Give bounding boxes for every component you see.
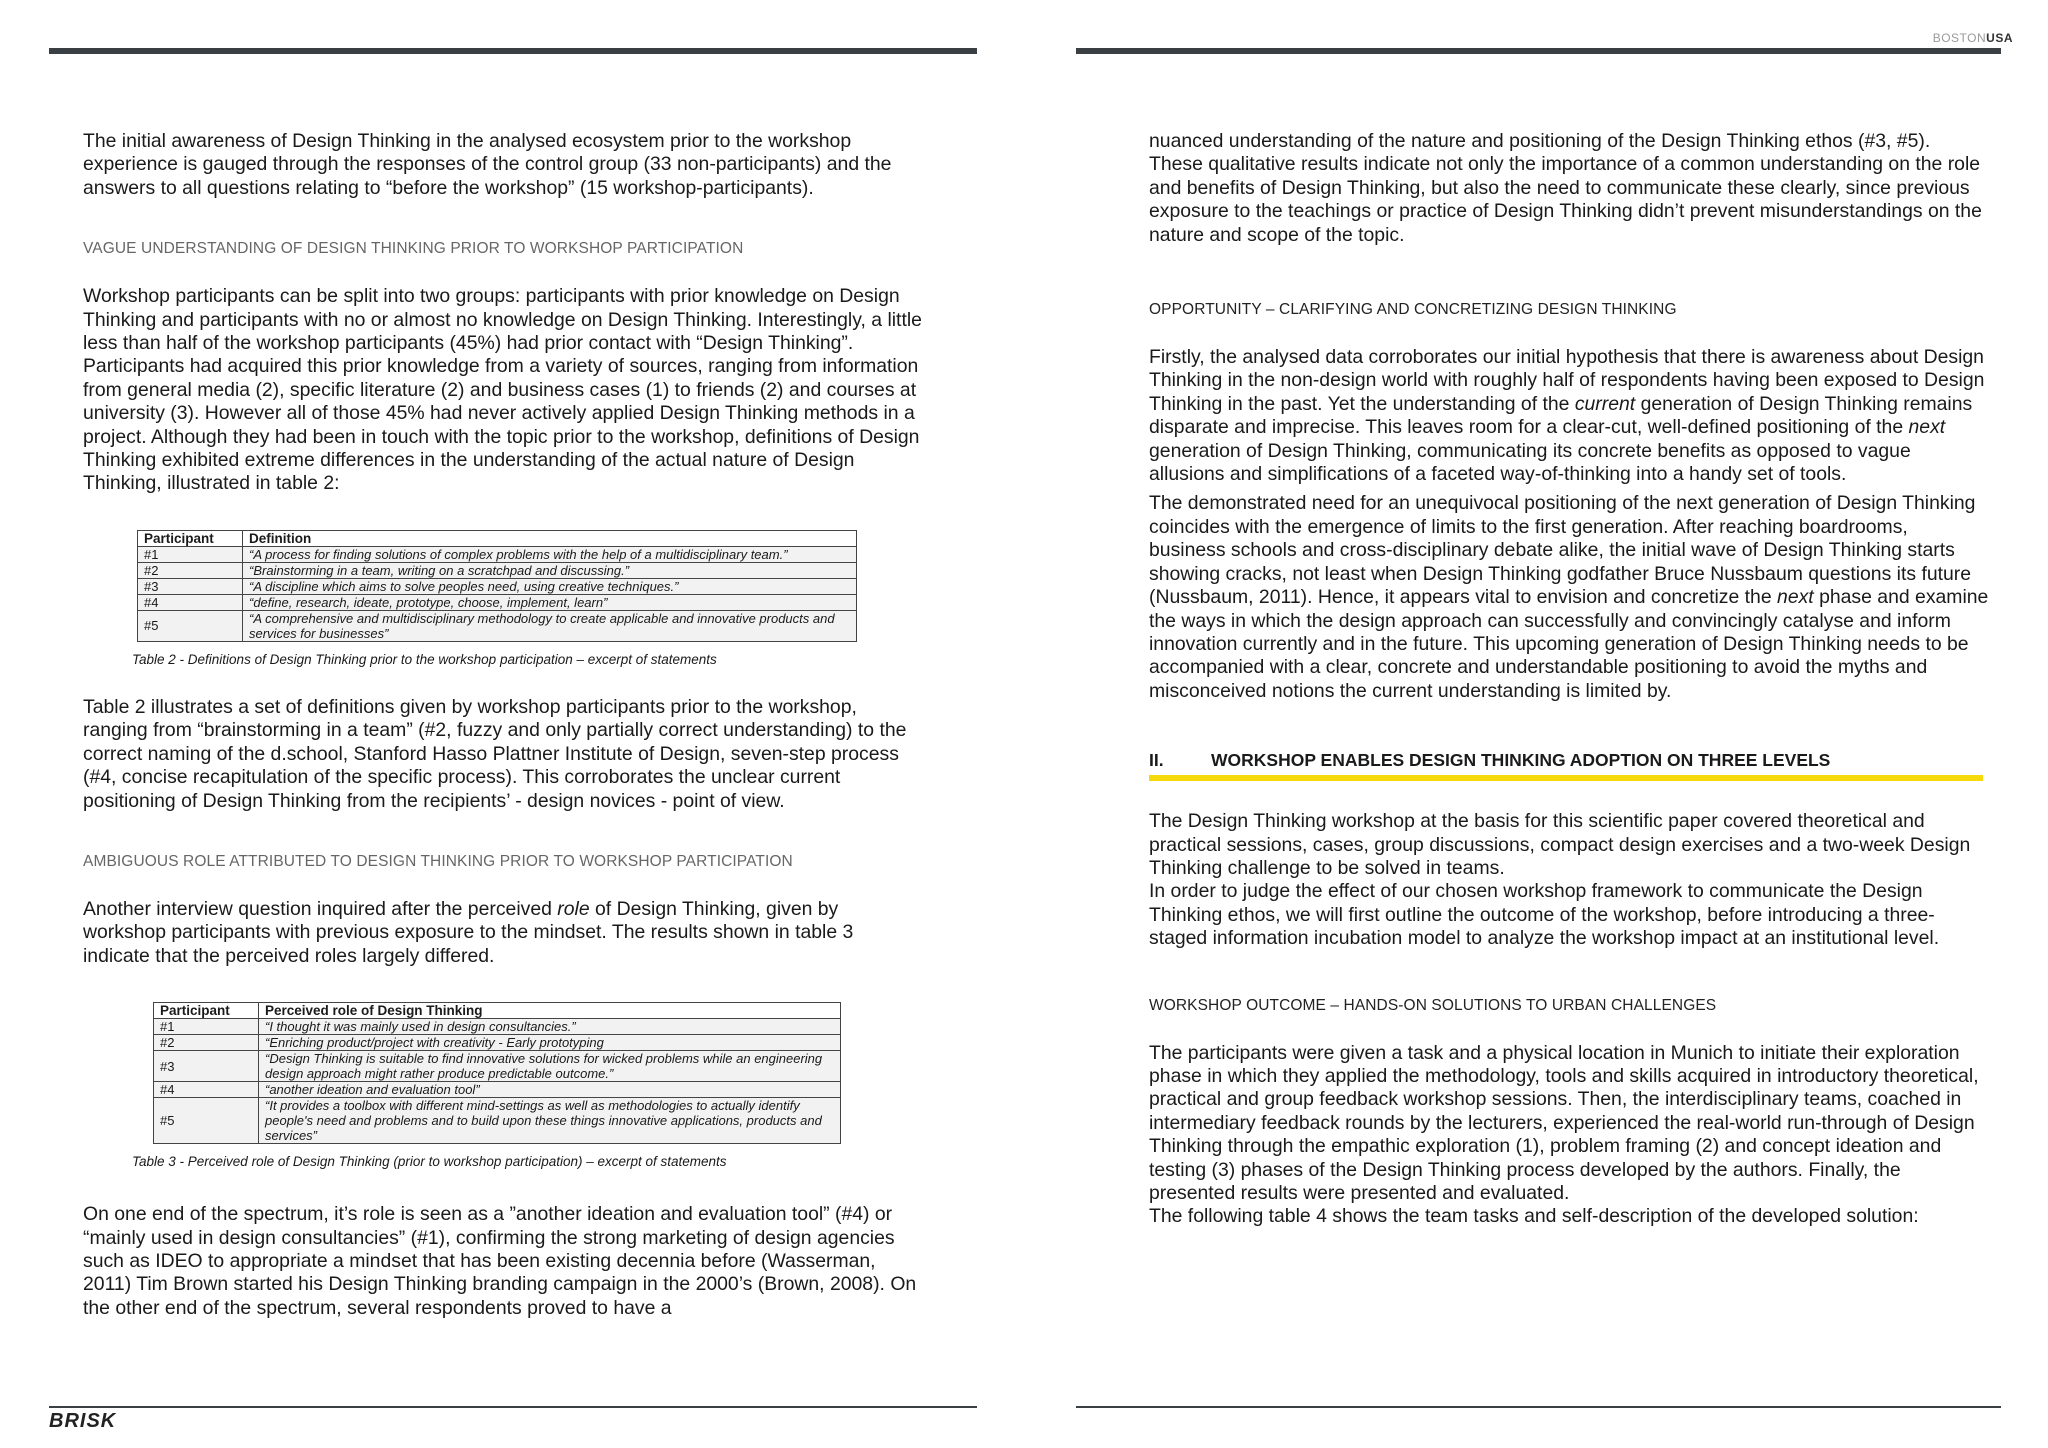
- table-cell: “A discipline which aims to solve peoples need, using creative techniques.”: [243, 578, 857, 594]
- right-paragraph-7: The following table 4 shows the team tasks and self-description of the developed solution:: [1149, 1205, 1919, 1228]
- right-top-rule: [1076, 48, 2001, 54]
- left-column: [83, 130, 923, 1320]
- table-cell: #5: [138, 610, 243, 641]
- table-cell: #2: [138, 562, 243, 578]
- table-row: [138, 562, 857, 578]
- table-row: [138, 594, 857, 610]
- table-cell: “define, research, ideate, prototype, choose, implement, learn”: [243, 594, 857, 610]
- table-2-definitions: [137, 530, 857, 642]
- left-paragraph-4: Another interview question inquired after the perceived role of Design Thinking, given by workshop participants with previous exposure to the mindset. The results shown in table 3 indicate that the perceived roles largely differed.: [83, 897, 854, 967]
- brand-boston-usa: BOSTONUSA: [1932, 31, 2013, 45]
- table-row: [154, 1035, 841, 1051]
- right-paragraph-5: In order to judge the effect of our chosen workshop framework to communicate the Design Thinking ethos, we will first outline the outcome of the workshop, before introducing a three-staged information incubation model to analyze the workshop impact at an institutional level.: [1149, 880, 1940, 950]
- table-row: [154, 1003, 841, 1019]
- table-row: [138, 530, 857, 546]
- left-top-rule: [49, 48, 977, 54]
- table-cell: #4: [154, 1082, 259, 1098]
- table-3-caption: Table 3 - Perceived role of Design Thinking (prior to workshop participation) – excerpt of statements: [132, 1154, 727, 1170]
- right-column: [1149, 130, 1989, 1229]
- table-cell: #4: [138, 594, 243, 610]
- right-paragraph-6: The participants were given a task and a physical location in Munich to initiate their exploration phase in which they applied the methodology, tools and skills acquired in introductory theoretical, practical and group feedback workshop sessions. Then, the interdisciplinary teams, coached in intermediary feedback rounds by the lecturers, experienced the real-world run-through of Design Thinking through the empathic exploration (1), problem framing (2) and concept ideation and testing (3) phases of the Design Thinking process developed by the authors. Finally, the presented results were presented and evaluated.: [1149, 1041, 1979, 1204]
- section-title: II. WORKSHOP ENABLES DESIGN THINKING ADOPTION ON THREE LEVELS: [1149, 750, 1831, 771]
- section-yellow-rule: [1149, 775, 1983, 781]
- table-row: [154, 1082, 841, 1098]
- table-row: [154, 1019, 841, 1035]
- left-paragraph-5: On one end of the spectrum, it’s role is seen as a ”another ideation and evaluation tool” (#4) or “mainly used in design consultancies” (#1), confirming the strong marketing of design agencies such as IDEO to appropriate a mindset that has been existing decennia before (Wasserman, 2011) Tim Brown started his Design Thinking branding campaign in the 2000’s (Brown, 2008). On the other end of the spectrum, several respondents proved to have a: [83, 1203, 917, 1319]
- right-subhead-opportunity: OPPORTUNITY – CLARIFYING AND CONCRETIZING DESIGN THINKING: [1149, 301, 1677, 319]
- section-number: II.: [1149, 750, 1164, 771]
- table-cell: “A comprehensive and multidisciplinary methodology to create applicable and innovative products and services for businesses”: [243, 610, 857, 641]
- table-cell: #1: [138, 546, 243, 562]
- table-row: [154, 1098, 841, 1144]
- left-subhead-ambiguous: AMBIGUOUS ROLE ATTRIBUTED TO DESIGN THINKING PRIOR TO WORKSHOP PARTICIPATION: [83, 852, 793, 870]
- brand-brisk-logo: BRISK: [49, 1410, 117, 1432]
- right-paragraph-2: Firstly, the analysed data corroborates our initial hypothesis that there is awareness about Design Thinking in the non-design world with roughly half of respondents having been exposed to Design Thinking in the past. Yet the understanding of the current generation of Design Thinking remains disparate and imprecise. This leaves room for a clear-cut, well-defined positioning of the next generation of Design Thinking, communicating its concrete benefits as opposed to vague allusions and simplifications of a faceted way-of-thinking into a handy set of tools.: [1149, 346, 1985, 486]
- right-paragraph-4: The Design Thinking workshop at the basis for this scientific paper covered theoretical and practical sessions, cases, group discussions, compact design exercises and a two-week Design Thinking challenge to be solved in teams.: [1149, 810, 1971, 879]
- right-paragraph-1: nuanced understanding of the nature and positioning of the Design Thinking ethos (#3, #5). These qualitative results indicate not only the importance of a common understanding on the role and benefits of Design Thinking, but also the need to communicate these clearly, since previous exposure to the teachings or practice of Design Thinking didn’t prevent misunderstandings on the nature and scope of the topic.: [1149, 130, 1982, 246]
- left-paragraph-1: The initial awareness of Design Thinking in the analysed ecosystem prior to the workshop experience is gauged through the responses of the control group (33 non-participants) and the answers to all questions relating to “before the workshop” (15 workshop-participants).: [83, 130, 892, 199]
- table-cell: #1: [154, 1019, 259, 1035]
- table-cell: #5: [154, 1098, 259, 1144]
- table-cell: “Design Thinking is suitable to find innovative solutions for wicked problems while an engineering design approach might rather produce predictable outcome.”: [259, 1051, 841, 1082]
- table-cell: “Brainstorming in a team, writing on a scratchpad and discussing.”: [243, 562, 857, 578]
- table-cell: “Enriching product/project with creativity - Early prototyping: [259, 1035, 841, 1051]
- table-header-definition: Definition: [243, 530, 857, 546]
- table-row: [154, 1051, 841, 1082]
- table-2-caption: Table 2 - Definitions of Design Thinking prior to the workshop participation – excerpt of statements: [132, 651, 717, 667]
- table-cell: “another ideation and evaluation tool”: [259, 1082, 841, 1098]
- left-paragraph-2: Workshop participants can be split into two groups: participants with prior knowledge on Design Thinking and participants with no or almost no knowledge on Design Thinking. Interestingly, a little less than half of the workshop participants (45%) had prior contact with “Design Thinking”. Participants had acquired this prior knowledge from a variety of sources, ranging from information from general media (2), specific literature (2) and business cases (1) to friends (2) and courses at university (3). However all of those 45% had never actively applied Design Thinking methods in a project. Although they had been in touch with the topic prior to the workshop, definitions of Design Thinking exhibited extreme differences in the understanding of the actual nature of Design Thinking, illustrated in table 2:: [83, 285, 922, 495]
- table-cell: “A process for finding solutions of complex problems with the help of a multidisciplinary team.”: [243, 546, 857, 562]
- right-bottom-rule: [1076, 1406, 2001, 1408]
- section-heading-ii: [1149, 750, 1989, 781]
- table-header-perceived-role: Perceived role of Design Thinking: [259, 1003, 841, 1019]
- table-header-participant: Participant: [154, 1003, 259, 1019]
- left-paragraph-3: Table 2 illustrates a set of definitions given by workshop participants prior to the workshop, ranging from “brainstorming in a team” (#2, fuzzy and only partially correct understanding) to the correct naming of the d.school, Stanford Hasso Plattner Institute of Design, seven-step process (#4, concise recapitulation of the specific process). This corroborates the unclear current positioning of Design Thinking from the recipients’ - design novices - point of view.: [83, 695, 907, 812]
- table-row: [138, 546, 857, 562]
- table-cell: “I thought it was mainly used in design consultancies.”: [259, 1019, 841, 1035]
- left-subhead-vague: VAGUE UNDERSTANDING OF DESIGN THINKING PRIOR TO WORKSHOP PARTICIPATION: [83, 240, 744, 258]
- table-cell: #3: [154, 1051, 259, 1082]
- table-cell: #3: [138, 578, 243, 594]
- table-3-perceived-role: [153, 1002, 841, 1144]
- right-paragraph-3: The demonstrated need for an unequivocal positioning of the next generation of Design Thinking coincides with the emergence of limits to the first generation. After reaching boardrooms, business schools and cross-disciplinary debate alike, the initial wave of Design Thinking starts showing cracks, not least when Design Thinking godfather Bruce Nussbaum questions its future (Nussbaum, 2011). Hence, it appears vital to envision and concretize the next phase and examine the ways in which the design approach can successfully and convincingly catalyse and inform innovation currently and in the future. This upcoming generation of Design Thinking needs to be accompanied with a clear, concrete and understandable positioning to avoid the myths and misconceived notions the current understanding is limited by.: [1149, 492, 1989, 702]
- right-subhead-workshop-outcome: WORKSHOP OUTCOME – HANDS-ON SOLUTIONS TO URBAN CHALLENGES: [1149, 996, 1717, 1014]
- table-row: [138, 578, 857, 594]
- table-cell: #2: [154, 1035, 259, 1051]
- table-row: [138, 610, 857, 641]
- table-header-participant: Participant: [138, 530, 243, 546]
- left-bottom-rule: [49, 1406, 977, 1408]
- table-cell: “It provides a toolbox with different mind-settings as well as methodologies to actually identify people's need and problems and to build upon these things innovative applications, products and services”: [259, 1098, 841, 1144]
